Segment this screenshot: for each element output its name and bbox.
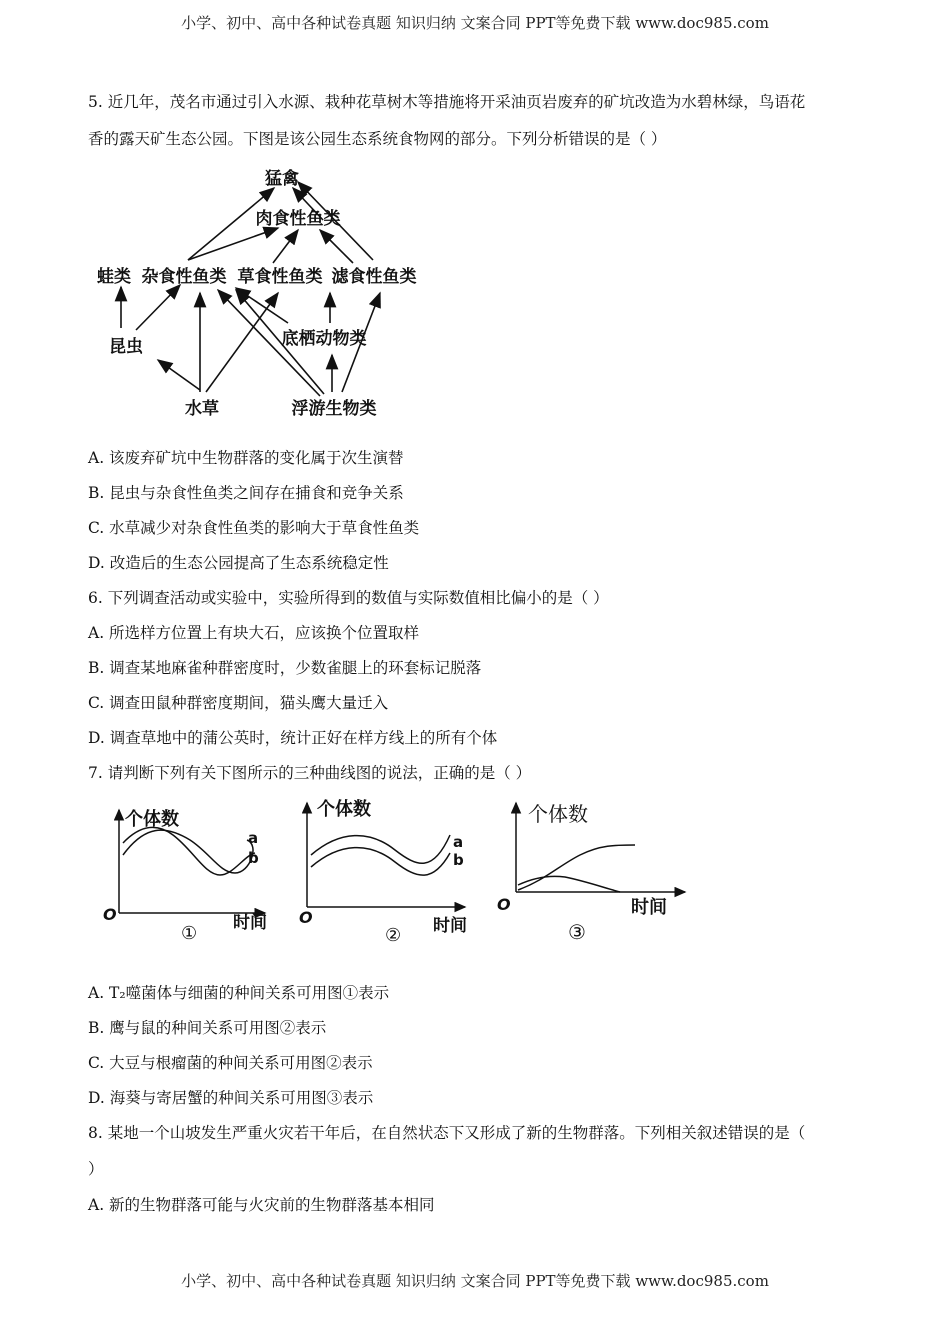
q6-option-a: A. 所选样方位置上有块大石，应该换个位置取样 bbox=[88, 624, 420, 642]
node-omnivore: 杂食性鱼类 bbox=[141, 267, 227, 287]
graph3-curve-rising bbox=[518, 845, 635, 890]
graph1-origin: O bbox=[103, 905, 117, 924]
node-insect: 昆虫 bbox=[109, 337, 143, 357]
q6-option-d: D. 调查草地中的蒲公英时，统计正好在样方线上的所有个体 bbox=[88, 729, 498, 747]
graph1-label-a: a bbox=[248, 829, 259, 847]
node-frog: 蛙类 bbox=[97, 267, 131, 287]
node-benthic: 底栖动物类 bbox=[281, 329, 367, 349]
q5-stem-line2: 香的露天矿生态公园。下图是该公园生态系统食物网的部分。下列分析错误的是（ ） bbox=[88, 130, 667, 148]
node-herbivore: 草食性鱼类 bbox=[237, 267, 323, 287]
q6-option-b: B. 调查某地麻雀种群密度时，少数雀腿上的环套标记脱落 bbox=[88, 659, 482, 677]
three-curve-graphs bbox=[95, 795, 695, 950]
graph3-ylabel: 个体数 bbox=[528, 802, 588, 826]
graph2-xlabel: 时间 bbox=[433, 916, 467, 936]
graph2-ylabel: 个体数 bbox=[317, 799, 371, 820]
node-plankton: 浮游生物类 bbox=[291, 399, 377, 419]
q6-stem: 6. 下列调查活动或实验中，实验所得到的数值与实际数值相比偏小的是（ ） bbox=[88, 589, 609, 607]
graph-1 bbox=[103, 808, 267, 944]
graph1-ylabel: 个体数 bbox=[125, 809, 179, 830]
q8-stem-line2: ） bbox=[88, 1160, 104, 1178]
graph3-xlabel: 时间 bbox=[631, 897, 667, 918]
graph1-number: ① bbox=[181, 923, 198, 944]
node-raptor: 猛禽 bbox=[265, 169, 299, 189]
node-filter: 滤食性鱼类 bbox=[331, 267, 417, 287]
q5-option-b: B. 昆虫与杂食性鱼类之间存在捕食和竞争关系 bbox=[88, 484, 404, 502]
graph3-number: ③ bbox=[568, 920, 586, 944]
q5-option-c: C. 水草减少对杂食性鱼类的影响大于草食性鱼类 bbox=[88, 519, 420, 537]
graph2-number: ② bbox=[385, 925, 402, 946]
graph1-curve-b bbox=[123, 827, 255, 875]
graph1-curve-a bbox=[123, 830, 253, 873]
graph1-xlabel: 时间 bbox=[233, 913, 267, 933]
q7-stem: 7. 请判断下列有关下图所示的三种曲线图的说法，正确的是（ ） bbox=[88, 764, 532, 782]
node-waterweed: 水草 bbox=[185, 399, 219, 419]
node-carnivore: 肉食性鱼类 bbox=[255, 209, 341, 229]
q7-option-c: C. 大豆与根瘤菌的种间关系可用图②表示 bbox=[88, 1054, 373, 1072]
page-footer: 小学、初中、高中各种试卷真题 知识归纳 文案合同 PPT等免费下载 www.doc985.com bbox=[181, 1272, 769, 1290]
food-web-diagram bbox=[88, 160, 448, 430]
page-header: 小学、初中、高中各种试卷真题 知识归纳 文案合同 PPT等免费下载 www.doc985.com bbox=[181, 14, 769, 32]
q6-option-c: C. 调查田鼠种群密度期间，猫头鹰大量迁入 bbox=[88, 694, 389, 712]
q5-stem-line1: 5. 近几年，茂名市通过引入水源、栽种花草树木等措施将开采油页岩废弃的矿坑改造为水碧林绿，鸟语花 bbox=[88, 93, 806, 111]
q5-option-d: D. 改造后的生态公园提高了生态系统稳定性 bbox=[88, 554, 389, 572]
q7-option-a: A. T₂噬菌体与细菌的种间关系可用图①表示 bbox=[88, 984, 390, 1002]
q5-option-a: A. 该废弃矿坑中生物群落的变化属于次生演替 bbox=[88, 449, 404, 467]
graph2-label-a: a bbox=[453, 833, 464, 851]
graph2-label-b: b bbox=[453, 851, 464, 869]
q7-option-d: D. 海葵与寄居蟹的种间关系可用图③表示 bbox=[88, 1089, 374, 1107]
q8-stem-line1: 8. 某地一个山坡发生严重火灾若干年后，在自然状态下又形成了新的生物群落。下列相关叙述错误的是（ bbox=[88, 1124, 806, 1142]
graph2-curve-a bbox=[311, 835, 450, 863]
graph3-curve-declining bbox=[518, 876, 620, 892]
q8-option-a: A. 新的生物群落可能与火灾前的生物群落基本相同 bbox=[88, 1196, 435, 1214]
graph-3 bbox=[497, 802, 685, 944]
graph-2 bbox=[299, 798, 467, 946]
q7-option-b: B. 鹰与鼠的种间关系可用图②表示 bbox=[88, 1019, 327, 1037]
graph2-origin: O bbox=[299, 908, 313, 927]
graph3-origin: O bbox=[497, 895, 511, 914]
graph1-label-b: b bbox=[248, 849, 259, 867]
